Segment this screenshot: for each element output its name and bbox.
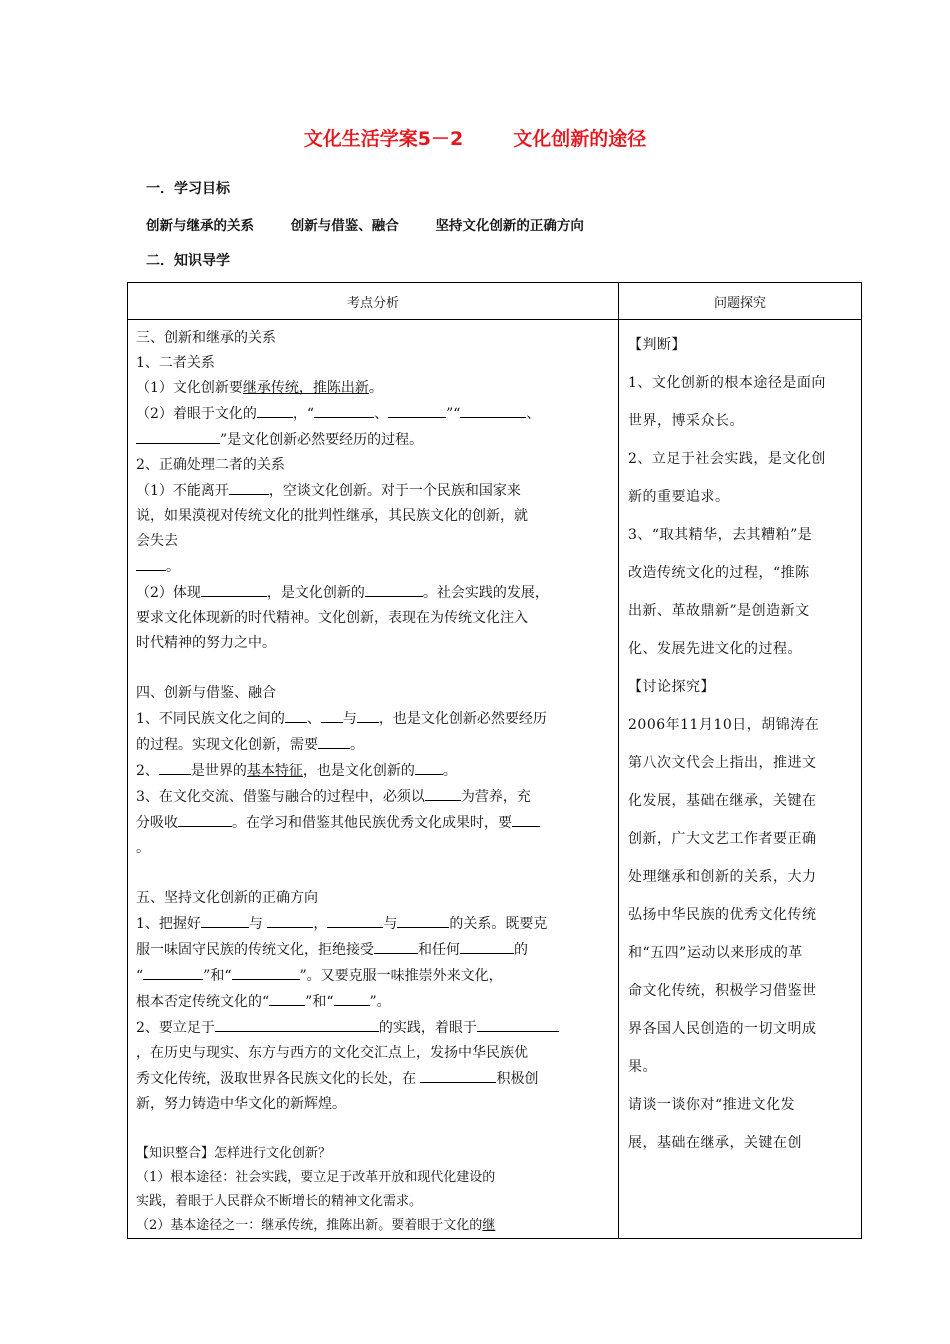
judge-line: 3、“取其精华，去其糟粕”是	[628, 527, 813, 543]
s4-3: 3、在文化交流、借鉴与融合的过程中，必须以 为营养，充	[136, 784, 610, 810]
goal-1: 创新与继承的关系	[146, 218, 254, 234]
judge-line: 出新、革故鼎新”是创造新文	[628, 603, 810, 619]
s4-title: 四、创新与借鉴、融合	[136, 685, 276, 701]
col-header-inquiry: 问题探究	[619, 283, 862, 320]
s5-1-l2: 服一味固守民族的传统文化，拒绝接受 和任何 的	[136, 937, 610, 963]
summary-2: （2）基本途径之一：继承传统，推陈出新。要着眼于文化的继	[136, 1218, 496, 1233]
judge-line: 世界，博采众长。	[628, 413, 744, 429]
goal-3: 坚持文化创新的正确方向	[435, 218, 584, 234]
discuss-line: 展，基础在继承，关键在创	[628, 1135, 802, 1151]
discuss-line: 创新，广大文艺工作者要正确	[628, 831, 817, 847]
s3-2b-l2: 要求文化体现新的时代精神。文化创新，表现在为传统文化注入	[136, 610, 528, 626]
col-header-analysis: 考点分析	[128, 283, 619, 320]
s3-2a: （1）不能离开 ，空谈文化创新。对于一个民族和国家来	[136, 478, 610, 504]
summary-1: （1）根本途径：社会实践，要立足于改革开放和现代化建设的	[136, 1170, 496, 1185]
s5-2: 2、要立足于 的实践，着眼于	[136, 1015, 610, 1041]
section-knowledge-guide: 二．知识导学	[146, 253, 230, 269]
discuss-line: 第八次文代会上指出，推进文	[628, 755, 817, 771]
s5-2-l4: 新，努力铸造中华文化的新辉煌。	[136, 1096, 346, 1112]
s3-2a-l2: 说，如果漠视对传统文化的批判性继承，其民族文化的创新，就	[136, 508, 528, 524]
s5-title: 五、坚持文化创新的正确方向	[136, 890, 318, 906]
s3-2a-l3: 会失去	[136, 533, 178, 549]
discuss-line: 弘扬中华民族的优秀文化传统	[628, 907, 817, 923]
s5-1-l3: “ ”和“ ”。又要克服一味推崇外来文化，	[136, 963, 610, 989]
inquiry-cell	[619, 320, 862, 1239]
study-table	[127, 282, 862, 1239]
s3-1b: （2）着眼于文化的 ，“ 、 ”“ 、	[136, 401, 610, 427]
title-part-2: 文化创新的途径	[513, 128, 647, 150]
title-part-1: 文化生活学案5－2	[303, 128, 464, 150]
judge-line: 化、发展先进文化的过程。	[628, 641, 802, 657]
discuss-line: 界各国人民创造的一切文明成	[628, 1021, 817, 1037]
s3-1: 1、二者关系	[136, 355, 215, 371]
s3-2b-l3: 时代精神的努力之中。	[136, 635, 276, 651]
s4-2: 2、 是世界的基本特征，也是文化创新的 。	[136, 758, 610, 784]
summary-1b: 实践，着眼于人民群众不断增长的精神文化需求。	[136, 1194, 423, 1209]
discuss-title: 【讨论探究】	[628, 679, 715, 695]
judge-line: 改造传统文化的过程，“推陈	[628, 565, 810, 581]
discuss-line: 果。	[628, 1059, 657, 1075]
discuss-line: 2006年11月10日，胡锦涛在	[628, 717, 820, 733]
s5-2-l2: ，在历史与现实、东方与西方的文化交汇点上，发扬中华民族优	[136, 1045, 528, 1061]
discuss-line: 化发展，基础在继承，关键在	[628, 793, 817, 809]
s4-1: 1、不同民族文化之间的 、 与 ，也是文化创新必然要经历	[136, 706, 610, 732]
s3-2a-l4: 。	[136, 554, 610, 580]
s3-1a: （1）文化创新要继承传统，推陈出新。	[136, 380, 383, 396]
goal-2: 创新与借鉴、融合	[290, 218, 399, 234]
s4-3-l2: 分吸收 。在学习和借鉴其他民族优秀文化成果时，要	[136, 810, 610, 836]
s4-3-l3: 。	[136, 840, 150, 856]
judge-line: 1、文化创新的根本途径是面向	[628, 375, 826, 391]
s5-1-l4: 根本否定传统文化的“ ”和“ ”。	[136, 989, 610, 1015]
analysis-cell	[128, 320, 619, 1239]
s3-2b: （2）体现 ，是文化创新的 。社会实践的发展，	[136, 580, 610, 606]
s4-1-l2: 的过程。实现文化创新，需要 。	[136, 732, 610, 758]
summary-title: 【知识整合】怎样进行文化创新？	[136, 1146, 332, 1161]
judge-line: 2、立足于社会实践，是文化创	[628, 451, 826, 467]
judge-title: 【判断】	[628, 337, 686, 353]
s3-1b-cont: ”是文化创新必然要经历的过程。	[136, 427, 610, 453]
page-title	[0, 124, 950, 151]
goals-line	[146, 214, 616, 234]
judge-line: 新的重要追求。	[628, 489, 730, 505]
s3-2: 2、正确处理二者的关系	[136, 457, 285, 473]
s5-1: 1、把握好 与 ， 与 的关系。既要克	[136, 911, 610, 937]
discuss-line: 命文化传统，积极学习借鉴世	[628, 983, 817, 999]
s5-2-l3: 秀文化传统，汲取世界各民族文化的长处，在 积极创	[136, 1066, 610, 1092]
s3-title: 三、创新和继承的关系	[136, 330, 276, 346]
discuss-line: 请谈一谈你对“推进文化发	[628, 1097, 796, 1113]
section-learning-goals: 一．学习目标	[146, 181, 230, 197]
discuss-line: 和“五四”运动以来形成的革	[628, 945, 803, 961]
discuss-line: 处理继承和创新的关系，大力	[628, 869, 817, 885]
